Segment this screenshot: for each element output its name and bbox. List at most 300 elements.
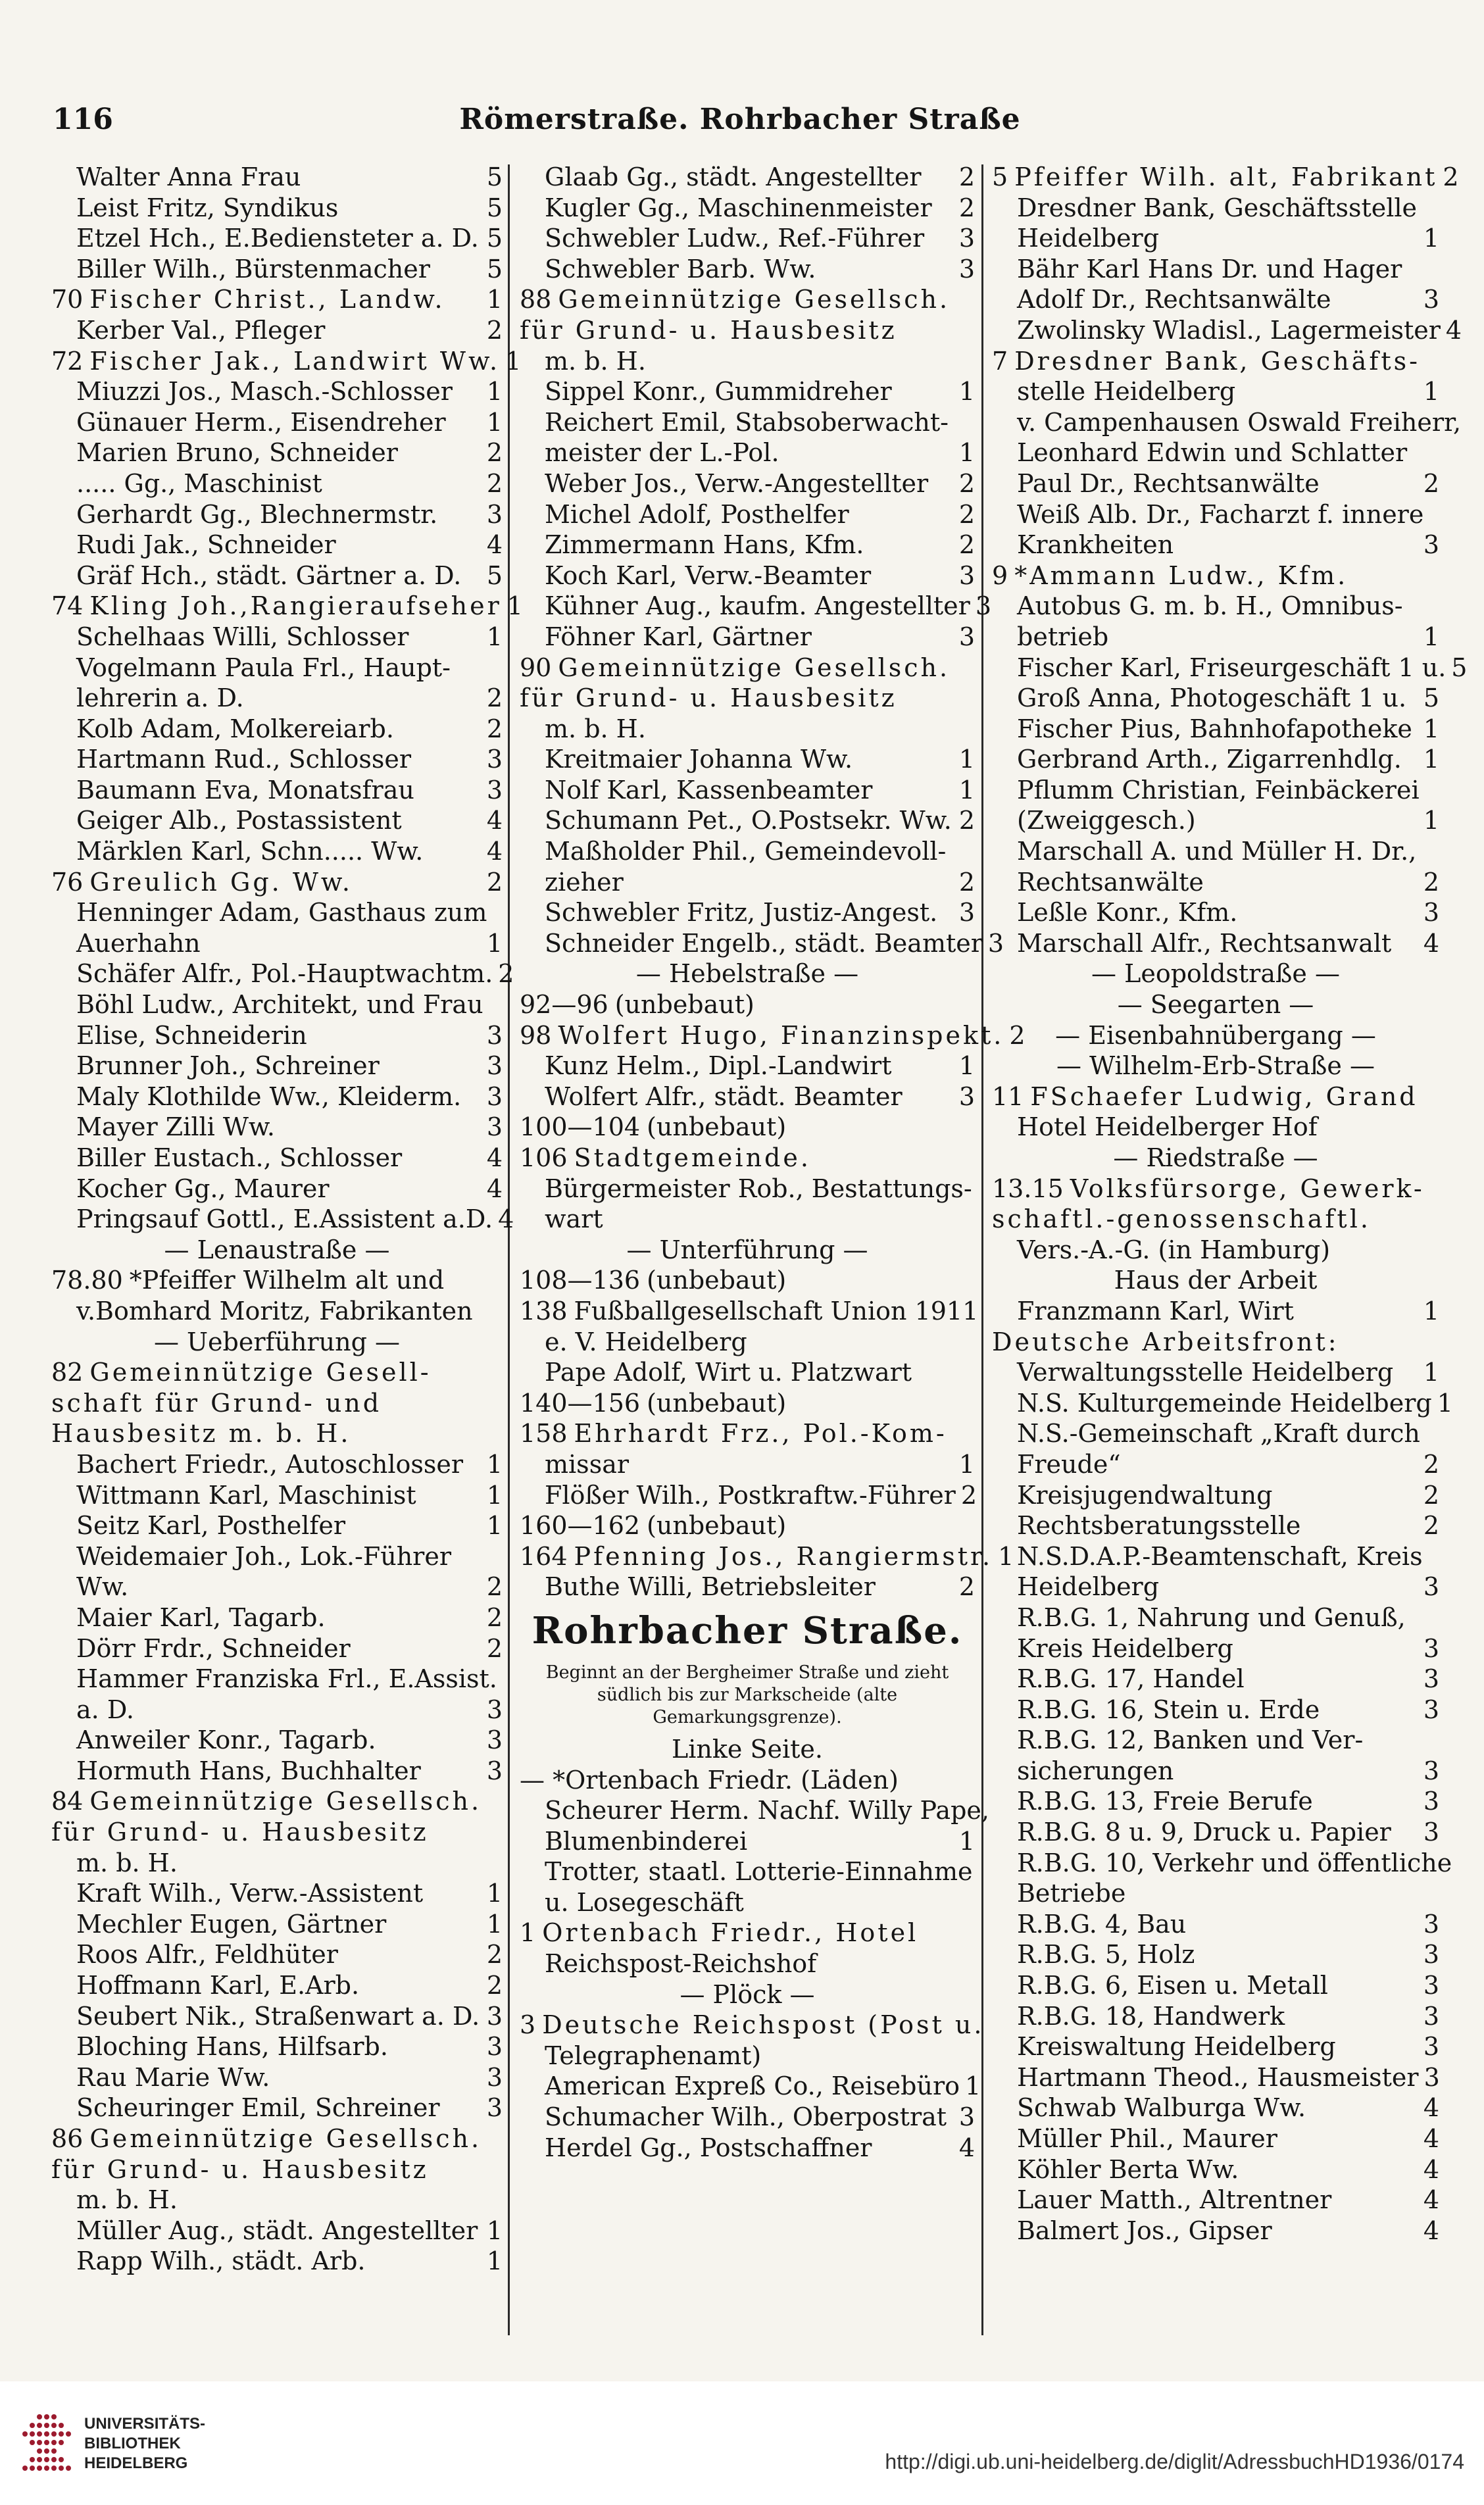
entry-text: Kraft Wilh., Verw.-Assistent <box>76 1879 424 1908</box>
floor-number: 2 <box>958 1572 975 1602</box>
directory-entry <box>51 1786 503 1817</box>
directory-entry <box>992 346 1439 377</box>
logo-dot <box>30 2423 35 2428</box>
directory-entry <box>520 744 975 775</box>
footer <box>0 2381 1484 2505</box>
directory-entry <box>520 775 975 806</box>
logo-dot <box>51 2414 57 2419</box>
entry-text: Hausbesitz m. b. H. <box>51 1419 351 1449</box>
entry-text: a. D. <box>76 1695 135 1724</box>
directory-entry <box>520 867 975 898</box>
house-number: 108—136 <box>520 1266 641 1295</box>
entry-text: (unbebaut) <box>647 1112 787 1142</box>
directory-entry <box>520 836 975 867</box>
directory-entry <box>51 1878 503 1909</box>
logo-dot <box>51 2431 57 2437</box>
logo-dot <box>66 2431 71 2437</box>
directory-entry <box>992 1878 1439 1909</box>
floor-number: 3 <box>1423 1971 1439 2000</box>
logo-dot <box>30 2466 35 2471</box>
section-divider <box>992 1051 1439 1081</box>
library-logo[interactable] <box>20 2410 217 2483</box>
logo-dot <box>51 2466 57 2471</box>
logo-dot <box>51 2448 57 2454</box>
logo-dot <box>37 2440 42 2445</box>
entry-text: Kunz Helm., Dipl.-Landwirt <box>545 1051 892 1081</box>
directory-entry <box>51 1695 503 1725</box>
logo-dot <box>30 2457 35 2462</box>
directory-entry <box>520 2041 975 2071</box>
directory-entry <box>520 1795 989 1826</box>
directory-entry <box>520 928 1004 959</box>
directory-entry <box>51 836 503 867</box>
logo-dot <box>30 2431 35 2437</box>
entry-text: Zimmermann Hans, Kfm. <box>545 530 864 560</box>
entry-text: missar <box>545 1449 630 1479</box>
floor-number: 3 <box>1423 1572 1439 1602</box>
floor-number: 2 <box>958 162 975 191</box>
floor-number: 3 <box>486 745 503 774</box>
entry-text: Stadtgemeinde. <box>574 1143 811 1172</box>
directory-entry <box>51 560 503 591</box>
floor-number: 5 <box>486 254 503 284</box>
floor-number: 1 <box>1423 622 1439 651</box>
entry-text: schaftl.-genossenschaftl. <box>992 1204 1371 1234</box>
floor-number: 2 <box>958 468 975 498</box>
entry-text: u. Losegeschäft <box>545 1887 744 1917</box>
house-number: 82 <box>51 1358 84 1387</box>
directory-entry <box>51 928 503 959</box>
directory-entry <box>992 560 1439 591</box>
entry-text: Koch Karl, Verw.-Beamter <box>545 560 872 590</box>
directory-entry <box>520 284 975 315</box>
entry-text: Vers.-A.-G. (in Hamburg) <box>1017 1235 1331 1264</box>
directory-entry <box>992 653 1468 683</box>
entry-text: — Riedstraße — <box>1113 1143 1318 1172</box>
directory-entry <box>51 1265 503 1296</box>
directory-entry <box>51 2216 503 2246</box>
floor-number: 1 <box>486 928 503 958</box>
floor-number: 3 <box>1423 2001 1439 2031</box>
entry-text: R.B.G. 17, Handel <box>1017 1664 1245 1694</box>
directory-entry <box>520 1020 1026 1051</box>
entry-text: Anweiler Konr., Tagarb. <box>76 1725 376 1755</box>
directory-entry <box>992 162 1459 193</box>
entry-text: Gemeinnützige Gesellsch. <box>89 2124 482 2153</box>
entry-text: meister der L.-Pol. <box>545 438 779 468</box>
directory-entry <box>992 1480 1439 1511</box>
floor-number: 5 <box>1423 683 1439 713</box>
floor-number: 1 <box>486 2246 503 2276</box>
directory-entry <box>992 1418 1439 1449</box>
logo-dot <box>44 2423 49 2428</box>
directory-entry <box>51 1572 503 1602</box>
entry-text: Schwebler Fritz, Justiz-Angest. <box>545 898 938 928</box>
entry-text: Groß Anna, Photogeschäft 1 u. <box>1017 683 1407 713</box>
column-middle <box>520 162 1026 2346</box>
floor-number: 4 <box>1423 2093 1439 2123</box>
entry-text: Vogelmann Paula Frl., Haupt- <box>76 653 451 682</box>
directory-entry <box>520 1765 975 1796</box>
directory-entry <box>992 1664 1439 1695</box>
house-number: 88 <box>520 285 552 314</box>
directory-entry <box>51 376 503 407</box>
floor-number: 2 <box>958 867 975 897</box>
entry-text: Märklen Karl, Schn..... Ww. <box>76 837 424 866</box>
entry-text: Schumann Pet., O.Postsekr. Ww. <box>545 806 952 835</box>
entry-text: Autobus G. m. b. H., Omnibus- <box>1017 591 1403 621</box>
floor-number: 1 <box>1423 806 1439 835</box>
directory-entry <box>520 1856 975 1887</box>
house-number: 70 <box>51 285 84 314</box>
directory-entry <box>51 193 503 224</box>
entry-text: (Zweiggesch.) <box>1017 806 1196 835</box>
directory-entry <box>992 1235 1439 1266</box>
directory-entry <box>520 407 975 438</box>
floor-number: 3 <box>486 1756 503 1785</box>
floor-number: 1 <box>1423 377 1439 407</box>
entry-text: Herdel Gg., Postschaffner <box>545 2133 872 2162</box>
floor-number: 2 <box>958 193 975 222</box>
entry-text: lehrerin a. D. <box>76 683 244 713</box>
directory-entry <box>520 1572 975 1602</box>
directory-entry <box>51 1664 503 1695</box>
entry-text: Haus der Arbeit <box>1114 1266 1318 1295</box>
floor-number: 2 <box>960 1480 977 1510</box>
floor-number: 3 <box>1423 898 1439 928</box>
entry-text: Hartmann Theod., Hausmeister <box>1017 2062 1419 2092</box>
logo-dot <box>37 2431 42 2437</box>
entry-text: R.B.G. 6, Eisen u. Metall <box>1017 1971 1328 2000</box>
directory-entry <box>992 437 1439 468</box>
floor-number: 3 <box>1423 1756 1439 1785</box>
entry-text: Pfenning Jos., Rangiermstr. <box>574 1541 993 1571</box>
entry-text: Brunner Joh., Schreiner <box>76 1051 380 1081</box>
directory-entry <box>992 1388 1453 1419</box>
directory-entry <box>520 1081 975 1112</box>
directory-entry <box>992 1756 1439 1787</box>
section-divider <box>51 1327 503 1358</box>
entry-text: Kreisjugendwaltung <box>1017 1480 1273 1510</box>
page-header <box>46 99 1434 145</box>
floor-number: 1 <box>486 1909 503 1939</box>
entry-text: Rau Marie Ww. <box>76 2062 270 2092</box>
floor-number: 2 <box>1423 867 1439 897</box>
floor-number: 2 <box>486 1971 503 2000</box>
floor-number: 3 <box>1423 1909 1439 1939</box>
entry-text: Bachert Friedr., Autoschlosser <box>76 1449 464 1479</box>
entry-text: Maly Klothilde Ww., Kleiderm. <box>76 1081 462 1111</box>
entry-text: Weidemaier Joh., Lok.-Führer <box>76 1541 451 1571</box>
entry-text: Kling Joh.,Rangieraufseher <box>89 591 502 621</box>
directory-entry <box>992 1357 1439 1388</box>
floor-number: 3 <box>486 2001 503 2031</box>
entry-text: Gerhardt Gg., Blechnermstr. <box>76 499 438 529</box>
floor-number: 3 <box>1423 1695 1439 1724</box>
entry-text: *Ammann Ludw., Kfm. <box>1014 560 1348 590</box>
entry-text: Kreitmaier Johanna Ww. <box>545 745 853 774</box>
floor-number: 4 <box>486 806 503 835</box>
floor-number: 3 <box>958 622 975 651</box>
directory-entry <box>992 1695 1439 1725</box>
floor-number: 3 <box>486 1051 503 1081</box>
entry-text: Pape Adolf, Wirt u. Platzwart <box>545 1358 912 1387</box>
directory-entry <box>520 1051 975 1081</box>
entry-text: Marschall A. und Müller H. Dr., <box>1017 837 1417 866</box>
entry-text: Schelhaas Willi, Schlosser <box>76 622 409 651</box>
entry-text: Greulich Gg. Ww. <box>89 867 353 897</box>
entry-text: Dörr Frdr., Schneider <box>76 1633 351 1663</box>
entry-text: Mayer Zilli Ww. <box>76 1112 276 1142</box>
directory-entry <box>520 622 975 653</box>
floor-number: 2 <box>1443 162 1459 191</box>
directory-entry <box>51 2001 503 2032</box>
directory-entry <box>992 836 1439 867</box>
directory-entry <box>51 2123 503 2154</box>
directory-entry <box>520 162 975 193</box>
directory-entry <box>992 1541 1439 1572</box>
house-number: 76 <box>51 867 84 897</box>
directory-entry <box>992 622 1439 653</box>
floor-number: 4 <box>1445 315 1462 345</box>
entry-text: — Wilhelm-Erb-Straße — <box>1056 1051 1375 1081</box>
floor-number: 1 <box>1437 1388 1453 1418</box>
directory-entry <box>51 499 503 530</box>
directory-entry <box>992 284 1439 315</box>
floor-number: 1 <box>1423 714 1439 743</box>
entry-text: Elise, Schneiderin <box>76 1020 307 1050</box>
entry-text: sicherungen <box>1017 1756 1174 1785</box>
house-number: 13.15 <box>992 1174 1064 1203</box>
entry-text: Ww. <box>76 1572 129 1602</box>
entry-text: Leonhard Edwin und Schlatter <box>1017 438 1408 468</box>
entry-text: Hartmann Rud., Schlosser <box>76 745 412 774</box>
directory-entry <box>520 2102 975 2133</box>
directory-entry <box>520 1887 975 1918</box>
entry-text: Schumacher Wilh., Oberpostrat <box>545 2102 947 2132</box>
entry-text: Lauer Matth., Altrentner <box>1017 2185 1332 2215</box>
directory-entry <box>520 530 975 560</box>
floor-number: 1 <box>1423 745 1439 774</box>
entry-text: Etzel Hch., E.Bediensteter a. D. <box>76 224 479 253</box>
floor-number: 3 <box>1423 2062 1440 2092</box>
house-number: 98 <box>520 1020 552 1050</box>
entry-text: Henninger Adam, Gasthaus zum <box>76 898 487 928</box>
floor-number: 1 <box>958 1826 975 1856</box>
entry-text: Dresdner Bank, Geschäfts- <box>1014 346 1421 376</box>
floor-number: 1 <box>1423 1296 1439 1326</box>
entry-text: Miuzzi Jos., Masch.-Schlosser <box>76 377 453 407</box>
floor-number: 1 <box>958 775 975 805</box>
floor-number: 2 <box>1423 1511 1439 1541</box>
floor-number: 1 <box>486 1480 503 1510</box>
floor-number: 1 <box>486 377 503 407</box>
floor-number: 3 <box>1423 1633 1439 1663</box>
directory-entry <box>992 254 1439 285</box>
entry-text: Gemeinnützige Gesellsch. <box>558 653 951 682</box>
floor-number: 3 <box>486 1020 503 1050</box>
column-left <box>51 162 523 2346</box>
directory-entry <box>520 2010 985 2041</box>
entry-text: m. b. H. <box>545 346 646 376</box>
floor-number: 2 <box>486 1940 503 1970</box>
entry-text: Ehrhardt Frz., Pol.-Kom- <box>574 1419 947 1449</box>
floor-number: 4 <box>1423 2216 1439 2245</box>
floor-number: 4 <box>486 837 503 866</box>
floor-number: 1 <box>486 1511 503 1541</box>
directory-entry <box>992 1970 1439 2001</box>
logo-dot <box>59 2466 64 2471</box>
floor-number: 1 <box>1423 224 1439 253</box>
floor-number: 3 <box>486 1081 503 1111</box>
entry-text: Föhner Karl, Gärtner <box>545 622 812 651</box>
directory-entry <box>992 1112 1439 1143</box>
directory-entry <box>51 315 503 346</box>
directory-entry <box>992 1817 1439 1848</box>
logo-dot <box>22 2431 28 2437</box>
logo-dot <box>37 2466 42 2471</box>
entry-text: Kreiswaltung Heidelberg <box>1017 2032 1336 2062</box>
floor-number: 2 <box>486 1602 503 1632</box>
logo-dot <box>37 2457 42 2462</box>
floor-number: 3 <box>1423 1787 1439 1816</box>
entry-text: Marschall Alfr., Rechtsanwalt <box>1017 928 1392 958</box>
directory-entry <box>992 1939 1439 1970</box>
entry-text: Pfeiffer Wilh. alt, Fabrikant <box>1014 162 1438 191</box>
floor-number: 5 <box>486 193 503 222</box>
entry-text: Fischer Christ., Landw. <box>89 285 445 314</box>
directory-entry <box>520 1143 975 1174</box>
directory-entry <box>51 775 503 806</box>
directory-entry <box>51 744 503 775</box>
entry-text: Sippel Konr., Gummidreher <box>545 377 892 407</box>
house-number: 9 <box>992 560 1008 590</box>
directory-entry <box>51 284 503 315</box>
floor-number: 2 <box>486 468 503 498</box>
entry-text: Trotter, staatl. Lotterie-Einnahme <box>545 1857 973 1887</box>
floor-number: 1 <box>486 285 503 314</box>
directory-entry <box>51 1204 514 1235</box>
house-number: 140—156 <box>520 1388 641 1418</box>
directory-entry <box>520 468 975 499</box>
logo-dot <box>44 2440 49 2445</box>
column-middle-tail <box>520 1765 989 2164</box>
house-number: 164 <box>520 1541 568 1571</box>
floor-number: 3 <box>486 1695 503 1724</box>
floor-number: 3 <box>987 928 1004 958</box>
floor-number: 2 <box>958 806 975 835</box>
entry-text: Seitz Karl, Posthelfer <box>76 1511 346 1541</box>
directory-entry <box>51 1541 503 1572</box>
floor-number: 3 <box>958 1081 975 1111</box>
house-number: 74 <box>51 591 84 621</box>
directory-entry <box>51 1418 503 1449</box>
floor-number: 1 <box>958 1449 975 1479</box>
floor-number: 2 <box>486 1572 503 1602</box>
entry-text: Bloching Hans, Hilfsarb. <box>76 2032 388 2062</box>
entry-text: Volksfürsorge, Gewerk- <box>1070 1174 1425 1203</box>
floor-number: 4 <box>498 1204 514 1234</box>
floor-number: 5 <box>486 560 503 590</box>
directory-entry <box>51 407 503 438</box>
house-number: 78.80 <box>51 1266 123 1295</box>
directory-entry <box>992 1602 1439 1633</box>
entry-text: Reichert Emil, Stabsoberwacht- <box>545 407 949 437</box>
floor-number: 4 <box>1423 2154 1439 2184</box>
column-middle-list <box>520 162 1026 1602</box>
entry-text: Pflumm Christian, Feinbäckerei <box>1017 775 1420 805</box>
directory-entry <box>992 1510 1439 1541</box>
directory-entry <box>51 805 503 836</box>
floor-number: 3 <box>1423 530 1439 560</box>
directory-entry <box>51 1480 503 1511</box>
entry-text: m. b. H. <box>545 714 646 743</box>
directory-entry <box>51 897 503 928</box>
directory-entry <box>520 897 975 928</box>
floor-number: 4 <box>1423 928 1439 958</box>
source-url-link[interactable]: http://digi.ub.uni-heidelberg.de/diglit/AdressbuchHD1936/0174 <box>885 2450 1464 2473</box>
directory-entry <box>51 530 503 560</box>
floor-number: 4 <box>486 1174 503 1203</box>
directory-entry <box>992 376 1439 407</box>
entry-text: Böhl Ludw., Architekt, und Frau <box>76 990 483 1020</box>
directory-entry <box>992 2093 1439 2123</box>
floor-number: 3 <box>1423 2032 1439 2062</box>
entry-text: FSchaefer Ludwig, Grand <box>1030 1081 1418 1111</box>
logo-dot <box>44 2466 49 2471</box>
floor-number: 1 <box>1423 1358 1439 1387</box>
logo-dot <box>59 2423 64 2428</box>
logo-dot <box>51 2423 57 2428</box>
entry-text: Deutsche Reichspost (Post u. <box>542 2010 985 2040</box>
directory-entry <box>520 1296 979 1327</box>
entry-text: Kühner Aug., kaufm. Angestellter <box>545 591 970 621</box>
directory-entry <box>992 1296 1439 1327</box>
directory-entry <box>520 1112 975 1143</box>
floor-number: 1 <box>958 438 975 468</box>
entry-text: Nolf Karl, Kassenbeamter <box>545 775 873 805</box>
house-number: 84 <box>51 1787 84 1816</box>
house-number: 72 <box>51 346 84 376</box>
floor-number: 1 <box>507 591 523 621</box>
directory-entry <box>51 1970 503 2001</box>
running-title: Römerstraße. Rohrbacher Straße <box>459 103 1021 136</box>
logo-dot <box>30 2440 35 2445</box>
section-divider <box>520 1235 975 1266</box>
floor-number: 2 <box>958 499 975 529</box>
entry-text: Krankheiten <box>1017 530 1174 560</box>
directory-entry <box>51 1296 503 1327</box>
entry-text: Scheuringer Emil, Schreiner <box>76 2093 440 2123</box>
entry-text: Michel Adolf, Posthelfer <box>545 499 849 529</box>
directory-entry <box>51 1633 503 1664</box>
directory-entry <box>520 1174 975 1204</box>
logo-dot <box>59 2431 64 2437</box>
directory-entry <box>992 928 1439 959</box>
entry-text: Roos Alfr., Feldhüter <box>76 1940 338 1970</box>
floor-number: 3 <box>486 2062 503 2092</box>
entry-text: — Seegarten — <box>1117 990 1314 1020</box>
directory-entry <box>51 1510 503 1541</box>
directory-entry <box>992 1081 1439 1112</box>
floor-number: 2 <box>1423 468 1439 498</box>
house-number: 138 <box>520 1296 568 1326</box>
directory-entry <box>520 346 975 377</box>
directory-entry <box>520 653 975 683</box>
entry-text: Schwab Walburga Ww. <box>1017 2093 1306 2123</box>
directory-entry <box>520 989 975 1020</box>
entry-text: Weiß Alb. Dr., Facharzt f. innere <box>1017 499 1424 529</box>
